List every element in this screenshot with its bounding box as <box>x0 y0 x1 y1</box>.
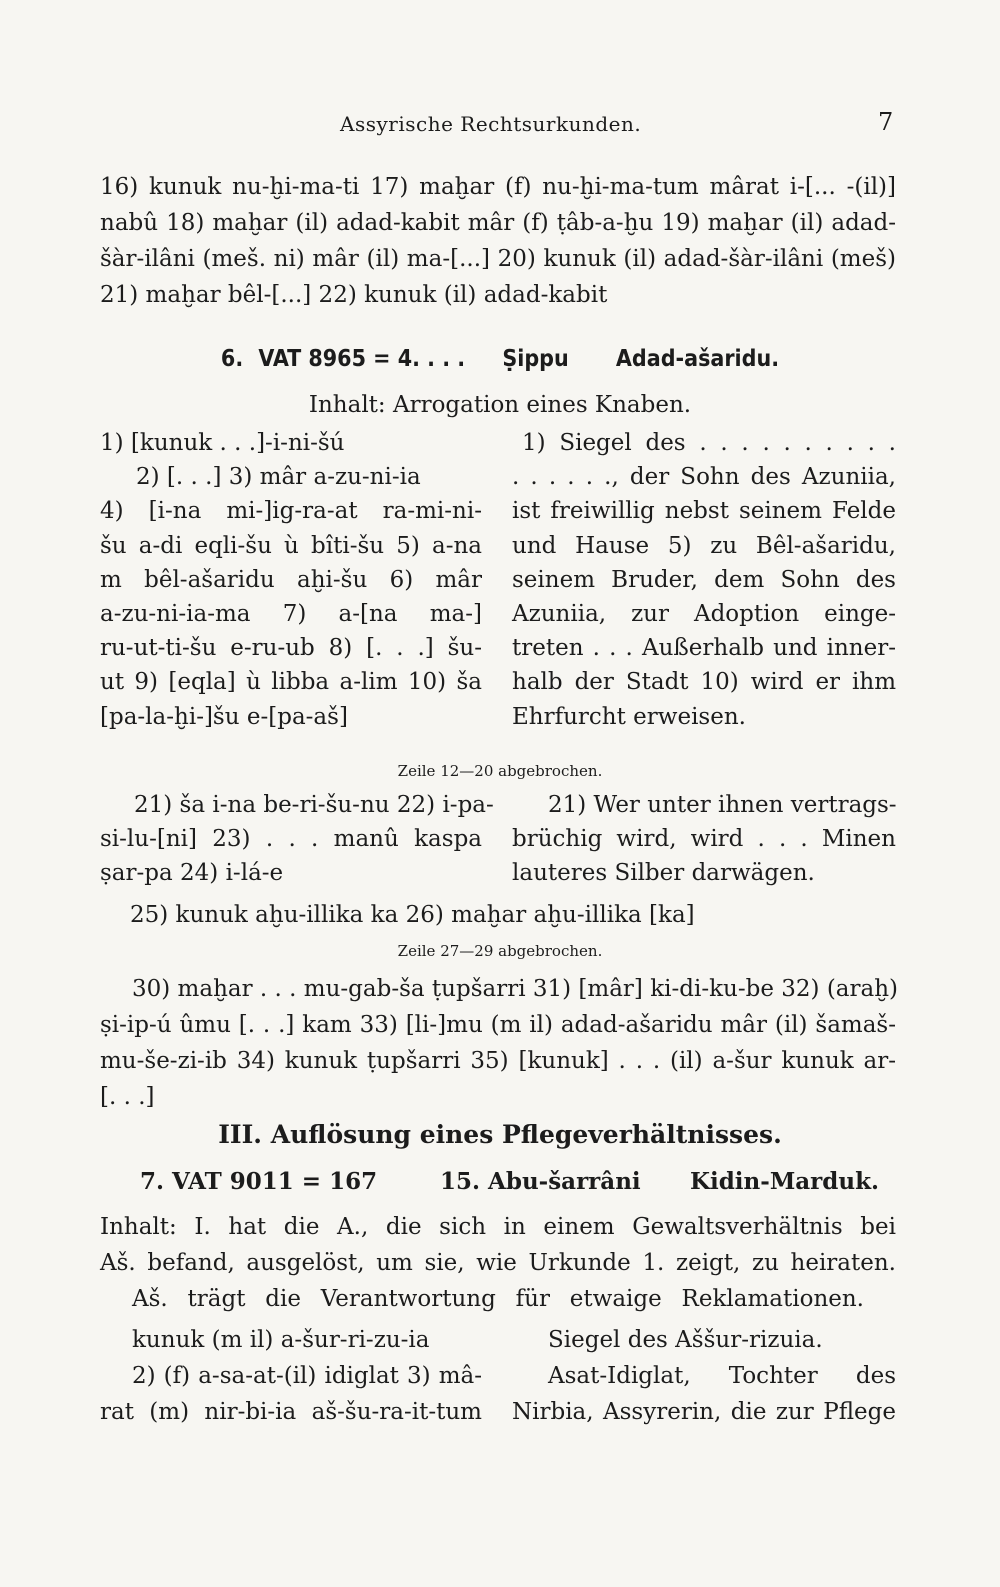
document-6-inhalt: Inhalt: Arrogation eines Knaben. <box>308 392 692 418</box>
text-line: [. . .] <box>100 1084 155 1110</box>
translation-line: Siegel des Aššur-rizuia. <box>548 1327 823 1353</box>
translit-line: 4) [i-na mi-]ig-ra-at ra-mi-ni- <box>100 498 482 525</box>
translit-line: a-zu-ni-ia-ma 7) a-[na ma-] <box>100 601 482 628</box>
translation-column <box>512 426 896 734</box>
doc-year: 15. Abu-šarrâni <box>440 1168 641 1195</box>
translit-line: si-lu-[ni] 23) . . . manû kaspa <box>100 826 482 853</box>
translit-line: 2) (f) a-sa-at-(il) idiglat 3) mâ- <box>132 1363 482 1389</box>
translation-line: Nirbia, Assyrerin, die zur Pflege <box>512 1399 896 1425</box>
text-line: ṣi-ip-ú ûmu [. . .] kam 33) [li-]mu (m il) adad-ašaridu mâr (il) šamaš- <box>100 1012 896 1038</box>
translation-column-3 <box>512 1322 896 1430</box>
lacuna-note: Zeile 27—29 abgebrochen. <box>397 942 603 960</box>
translation-line: ist freiwillig nebst seinem Felde <box>512 498 896 525</box>
translit-line: ṣar-pa 24) i-lá-e <box>100 860 284 887</box>
translit-line: šu a-di eqli-šu ù bîti-šu 5) a-na <box>100 532 482 559</box>
doc-number: 6. <box>220 346 244 372</box>
text-line: mu-še-zi-ib 34) kunuk ṭupšarri 35) [kunuk] . . . (il) a-šur kunuk ar- <box>100 1048 896 1074</box>
text-line: Aš. befand, ausgelöst, um sie, wie Urkunde 1. zeigt, zu heiraten. <box>100 1250 896 1276</box>
translit-line: 1) [kunuk . . .]-i-ni-šú <box>100 430 345 456</box>
section-3-heading: III. Auflösung eines Pflegeverhältnisses. <box>218 1120 782 1149</box>
translation-column-2 <box>512 788 896 891</box>
translation-line: halb der Stadt 10) wird er ihm <box>512 669 896 696</box>
text-line: 21) maḫar bêl-[...] 22) kunuk (il) adad-kabit <box>100 282 608 308</box>
translation-line: Asat-Idiglat, Tochter des <box>548 1363 896 1389</box>
text-line: 25) kunuk aḫu-illika ka 26) maḫar aḫu-illika [ka] <box>130 902 695 928</box>
running-title: Assyrische Rechtsurkunden. <box>340 112 642 136</box>
translation-line: 1) Siegel des . . . . . . . . . . <box>522 430 896 456</box>
translation-line: Ehrfurcht erweisen. <box>512 703 746 730</box>
doc-name1: Ṣippu <box>502 346 569 372</box>
translation-line: 21) Wer unter ihnen vertrags- <box>548 792 897 818</box>
text-line: 16) kunuk nu-ḫi-ma-ti 17) maḫar (f) nu-ḫi-ma-tum mârat i-[... -(il)] <box>100 174 896 200</box>
translit-line: 21) ša i-na be-ri-šu-nu 22) i-pa- <box>134 792 494 818</box>
translation-line: brüchig wird, wird . . . Minen <box>512 826 896 853</box>
translit-line: kunuk (m il) a-šur-ri-zu-ia <box>132 1327 430 1353</box>
translit-line: m bêl-ašaridu aḫi-šu 6) mâr <box>100 566 482 593</box>
document-6-heading <box>0 346 1000 372</box>
transliteration-column-2 <box>100 788 494 891</box>
doc-number: 7. VAT 9011 = 167 <box>140 1168 378 1195</box>
translation-line: Azuniia, zur Adoption einge- <box>512 601 896 628</box>
text-line: Inhalt: I. hat die A., die sich in einem Gewaltsverhältnis bei <box>100 1214 896 1240</box>
lacuna-note: Zeile 12—20 abgebrochen. <box>397 762 603 780</box>
doc-name: Kidin-Marduk. <box>690 1168 880 1195</box>
page-number: 7 <box>878 108 894 136</box>
translation-line: seinem Bruder, dem Sohn des <box>512 566 896 593</box>
text-line: šàr-ilâni (meš. ni) mâr (il) ma-[...] 20) kunuk (il) adad-šàr-ilâni (meš) <box>100 246 896 272</box>
translation-line: . . . . . ., der Sohn des Azuniia, <box>512 464 896 491</box>
doc-vat: VAT 8965 = 4. . . . <box>258 346 466 372</box>
translation-line: und Hause 5) zu Bêl-ašaridu, <box>512 532 896 559</box>
text-line: Aš. trägt die Verantwortung für etwaige Reklamationen. <box>132 1286 864 1312</box>
text-line: nabû 18) maḫar (il) adad-kabit mâr (f) ṭâb-a-ḫu 19) maḫar (il) adad- <box>100 210 896 236</box>
text-line: 30) maḫar . . . mu-gab-ša ṭupšarri 31) [mâr] ki-di-ku-be 32) (araḫ) <box>132 976 899 1002</box>
translit-line: [pa-la-ḫi-]šu e-[pa-aš] <box>100 703 348 730</box>
translit-line: 2) [. . .] 3) mâr a-zu-ni-ia <box>136 464 421 491</box>
translit-line: rat (m) nir-bi-ia aš-šu-ra-it-tum <box>100 1399 482 1425</box>
doc-name2: Adad-ašaridu. <box>615 346 780 372</box>
translation-line: treten . . . Außerhalb und inner- <box>512 635 896 662</box>
translit-line: ru-ut-ti-šu e-ru-ub 8) [. . .] šu- <box>100 635 482 662</box>
translation-line: lauteres Silber darwägen. <box>512 860 815 887</box>
transliteration-column <box>100 426 482 734</box>
transliteration-column-3 <box>100 1322 482 1430</box>
translit-line: ut 9) [eqla] ù libba a-lim 10) ša <box>100 669 482 696</box>
